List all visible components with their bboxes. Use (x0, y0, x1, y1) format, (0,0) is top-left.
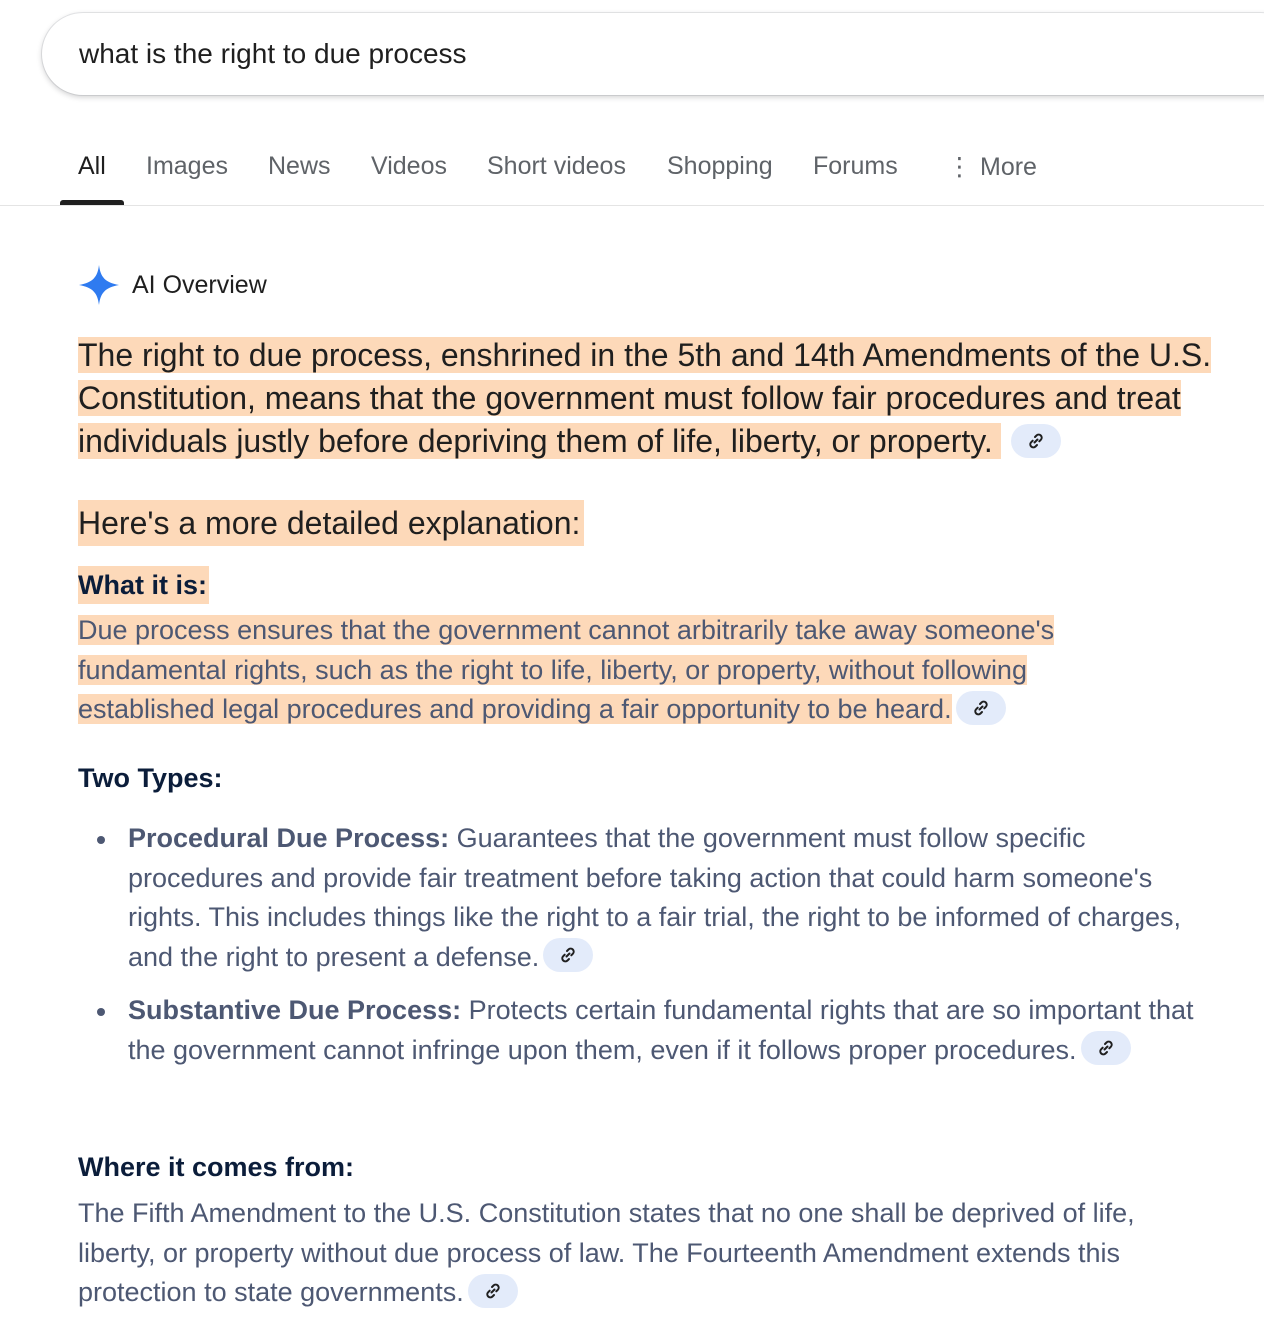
tab-more-label: More (980, 153, 1037, 181)
explanation-intro (78, 500, 584, 546)
source-link-button[interactable] (543, 938, 593, 972)
ai-overview-lead (78, 334, 1238, 463)
tab-all[interactable]: All (78, 152, 106, 180)
what-it-is-heading-wrap (78, 566, 209, 604)
origin-text: The Fifth Amendment to the U.S. Constitution states that no one shall be deprived of life, liberty, or property without due process of law. The Fourteenth Amendment extends this protection to state governments. (78, 1198, 1135, 1307)
tab-news[interactable]: News (268, 152, 331, 180)
tab-videos[interactable]: Videos (371, 152, 447, 180)
tab-shopping[interactable]: Shopping (667, 152, 773, 180)
what-it-is-body (78, 611, 1168, 730)
list-item (97, 819, 1217, 977)
lead-text: The right to due process, enshrined in the 5th and 14th Amendments of the U.S. Constitution, means that the government must follow fair procedures and treat individuals justly before depriving them of life, liberty, or property. (78, 337, 1212, 459)
vertical-dots-icon: ⋮ (947, 153, 972, 181)
tab-images[interactable]: Images (146, 152, 228, 180)
list-item (97, 991, 1217, 1070)
type-text: Guarantees that the government must follow specific procedures and provide fair treatment before taking action that could harm someone's rights. This includes things like the right to a fair trial, the right to be informed of charges, and the right to present a defense. (128, 823, 1182, 972)
active-tab-indicator (60, 200, 124, 205)
tab-forums[interactable]: Forums (813, 152, 898, 180)
what-it-is-text: Due process ensures that the government cannot arbitrarily take away someone's fundamental rights, such as the right to life, liberty, or property, without following established legal procedures and providing a fair opportunity to be heard. (78, 615, 1055, 724)
link-icon (1026, 431, 1046, 451)
link-icon (558, 945, 578, 965)
origin-heading: Where it comes from: (78, 1152, 355, 1182)
type-term: Substantive Due Process: (128, 995, 462, 1025)
tab-more[interactable] (947, 152, 1037, 182)
source-link-button[interactable] (1011, 424, 1061, 458)
two-types-heading: Two Types: (78, 763, 223, 793)
ai-overview-header (78, 264, 267, 306)
type-term: Procedural Due Process: (128, 823, 450, 853)
source-link-button[interactable] (468, 1274, 518, 1308)
sparkle-icon (78, 264, 120, 306)
origin-body (78, 1194, 1218, 1313)
link-icon (483, 1281, 503, 1301)
link-icon (971, 698, 991, 718)
ai-overview-title: AI Overview (132, 270, 267, 299)
link-icon (1096, 1038, 1116, 1058)
tab-short-videos[interactable]: Short videos (487, 152, 626, 180)
types-list (97, 819, 1217, 1070)
what-it-is-heading: What it is: (78, 566, 209, 604)
source-link-button[interactable] (956, 691, 1006, 725)
search-input[interactable] (79, 35, 1179, 73)
type-text: Protects certain fundamental rights that are so important that the government cannot infringe upon them, even if it follows proper procedures. (128, 995, 1194, 1065)
search-box[interactable] (42, 13, 1264, 95)
explanation-intro-text: Here's a more detailed explanation: (78, 500, 584, 546)
search-tabs (0, 130, 1264, 206)
source-link-button[interactable] (1081, 1031, 1131, 1065)
